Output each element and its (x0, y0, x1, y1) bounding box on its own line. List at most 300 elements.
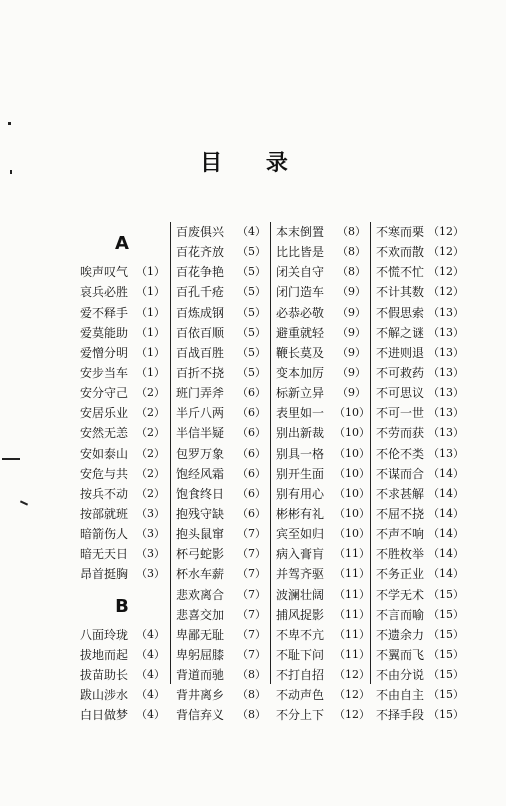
toc-entry (176, 544, 266, 564)
entry-title: 白日做梦 (80, 708, 129, 723)
entry-title: 不务正业 (376, 567, 425, 582)
entry-title: 不求甚解 (376, 486, 425, 501)
toc-entry (80, 383, 164, 403)
entry-title: 闭关自守 (276, 265, 325, 280)
column-divider-1 (170, 222, 171, 684)
toc-entry (176, 282, 266, 302)
entry-page-number: （2） (136, 486, 165, 500)
entry-title: 不解之谜 (376, 325, 425, 340)
entry-title: 半斤八两 (176, 406, 225, 421)
entry-page-number: （9） (337, 285, 366, 299)
entry-title: 百孔千疮 (176, 285, 225, 300)
toc-entry (276, 484, 370, 504)
entry-page-number: （12） (428, 285, 464, 299)
toc-entry (376, 685, 464, 705)
entry-title: 跋山涉水 (80, 688, 129, 703)
toc-entry (176, 705, 266, 725)
entry-page-number: （10） (334, 527, 370, 541)
toc-entry (80, 685, 164, 705)
entry-page-number: （13） (428, 386, 464, 400)
toc-entry (276, 605, 370, 625)
toc-entry (276, 544, 370, 564)
entry-title: 不分上下 (276, 708, 325, 723)
entry-page-number: （12） (428, 265, 464, 279)
entry-title: 不谋而合 (376, 466, 425, 481)
toc-entry (276, 383, 366, 403)
entry-title: 悲欢离合 (176, 587, 225, 602)
entry-title: 班门弄斧 (176, 386, 225, 401)
toc-entry (80, 423, 164, 443)
toc-entry (80, 464, 164, 484)
toc-entry (376, 705, 464, 725)
toc-entry (176, 484, 266, 504)
entry-title: 安然无恙 (80, 426, 129, 441)
toc-entry (80, 282, 164, 302)
column-divider-3 (370, 222, 371, 684)
entry-title: 不学无术 (376, 587, 425, 602)
toc-entry (276, 363, 366, 383)
entry-title: 不卑不亢 (276, 627, 325, 642)
entry-title: 哀兵必胜 (80, 285, 129, 300)
toc-entry (80, 504, 164, 524)
entry-page-number: （14） (428, 547, 464, 561)
entry-title: 半信半疑 (176, 426, 225, 441)
entry-page-number: （1） (136, 285, 165, 299)
entry-title: 不声不响 (376, 527, 425, 542)
entry-page-number: （2） (136, 406, 165, 420)
toc-entry (80, 262, 164, 282)
toc-entry (276, 504, 370, 524)
entry-title: 唉声叹气 (80, 265, 129, 280)
entry-title: 不动声色 (276, 688, 325, 703)
toc-column-1 (80, 222, 164, 726)
entry-title: 卑躬屈膝 (176, 647, 225, 662)
entry-page-number: （1） (136, 305, 165, 319)
toc-entry (376, 645, 464, 665)
toc-entry (376, 665, 464, 685)
entry-page-number: （6） (237, 466, 266, 480)
entry-page-number: （8） (237, 668, 266, 682)
entry-title: 病入膏肓 (276, 547, 325, 562)
toc-entry (376, 343, 464, 363)
entry-page-number: （6） (237, 506, 266, 520)
entry-page-number: （10） (334, 426, 370, 440)
entry-title: 拔苗助长 (80, 668, 129, 683)
toc-entry (176, 645, 266, 665)
toc-entry (376, 444, 464, 464)
entry-page-number: （13） (428, 446, 464, 460)
entry-title: 百依百顺 (176, 325, 225, 340)
page-title: 目 录 (200, 150, 306, 176)
entry-title: 安分守己 (80, 386, 129, 401)
entry-page-number: （12） (334, 668, 370, 682)
entry-page-number: （7） (237, 587, 266, 601)
entry-page-number: （11） (334, 627, 370, 641)
entry-title: 八面玲珑 (80, 627, 129, 642)
entry-title: 别具一格 (276, 446, 325, 461)
entry-title: 不胜枚举 (376, 547, 425, 562)
toc-entry (80, 363, 164, 383)
toc-entry (276, 343, 366, 363)
entry-page-number: （3） (136, 547, 165, 561)
entry-page-number: （2） (136, 446, 165, 460)
toc-entry (376, 363, 464, 383)
entry-page-number: （10） (334, 446, 370, 460)
entry-page-number: （11） (334, 647, 370, 661)
toc-entry (176, 625, 266, 645)
entry-title: 百炼成钢 (176, 305, 225, 320)
entry-title: 捕风捉影 (276, 607, 325, 622)
toc-entry (80, 645, 164, 665)
toc-entry (376, 585, 464, 605)
entry-page-number: （7） (237, 547, 266, 561)
toc-entry (276, 303, 366, 323)
toc-entry (80, 484, 164, 504)
entry-title: 不计其数 (376, 285, 425, 300)
entry-title: 标新立异 (276, 386, 325, 401)
entry-page-number: （13） (428, 345, 464, 359)
entry-title: 别开生面 (276, 466, 325, 481)
entry-page-number: （8） (337, 245, 366, 259)
entry-title: 鞭长莫及 (276, 345, 325, 360)
toc-entry (176, 665, 266, 685)
entry-page-number: （9） (337, 365, 366, 379)
entry-page-number: （10） (334, 466, 370, 480)
entry-title: 按部就班 (80, 506, 129, 521)
entry-title: 本末倒置 (276, 225, 325, 239)
toc-entry (176, 564, 266, 584)
toc-entry (376, 544, 464, 564)
entry-title: 背道而驰 (176, 668, 225, 683)
entry-page-number: （14） (428, 567, 464, 581)
entry-page-number: （15） (428, 688, 464, 702)
entry-title: 不劳而获 (376, 426, 425, 441)
toc-entry (80, 403, 164, 423)
entry-page-number: （13） (428, 325, 464, 339)
toc-entry (276, 262, 366, 282)
entry-page-number: （14） (428, 466, 464, 480)
entry-page-number: （15） (428, 607, 464, 621)
entry-title: 抱头鼠窜 (176, 527, 225, 542)
entry-title: 避重就轻 (276, 325, 325, 340)
entry-title: 暗箭伤人 (80, 527, 129, 542)
entry-title: 百花齐放 (176, 245, 225, 260)
entry-title: 不耻下问 (276, 647, 325, 662)
entry-page-number: （10） (334, 486, 370, 500)
entry-title: 不进则退 (376, 345, 425, 360)
entry-title: 按兵不动 (80, 486, 129, 501)
entry-page-number: （12） (334, 688, 370, 702)
entry-page-number: （11） (334, 587, 370, 601)
toc-entry (176, 685, 266, 705)
entry-title: 包罗万象 (176, 446, 225, 461)
entry-page-number: （10） (334, 406, 370, 420)
entry-page-number: （7） (237, 527, 266, 541)
toc-entry (176, 303, 266, 323)
toc-entry (376, 605, 464, 625)
entry-title: 爱不释手 (80, 305, 129, 320)
entry-page-number: （5） (237, 365, 266, 379)
toc-entry (176, 403, 266, 423)
entry-page-number: （1） (136, 366, 165, 379)
entry-title: 不寒而栗 (376, 225, 425, 239)
toc-entry (80, 524, 164, 544)
entry-page-number: （3） (136, 567, 165, 581)
entry-title: 不欢而散 (376, 245, 425, 260)
entry-page-number: （4） (136, 708, 165, 722)
toc-entry (176, 343, 266, 363)
toc-entry (176, 605, 266, 625)
entry-title: 不可救药 (376, 365, 425, 380)
toc-entry (276, 564, 370, 584)
entry-title: 不由自主 (376, 688, 425, 703)
entry-page-number: （11） (334, 567, 370, 581)
entry-page-number: （13） (428, 365, 464, 379)
entry-title: 百折不挠 (176, 365, 225, 380)
toc-entry (176, 464, 266, 484)
toc-entry (376, 262, 464, 282)
entry-page-number: （7） (237, 647, 266, 661)
entry-page-number: （9） (337, 386, 366, 400)
entry-title: 比比皆是 (276, 245, 325, 260)
toc-column-4 (376, 222, 464, 726)
toc-entry (276, 282, 366, 302)
toc-entry (376, 303, 464, 323)
entry-page-number: （1） (136, 345, 165, 359)
toc-entry (80, 705, 164, 725)
toc-entry (176, 585, 266, 605)
entry-page-number: （13） (428, 305, 464, 319)
toc-entry (176, 524, 266, 544)
toc-entry (176, 423, 266, 443)
scan-speck (2, 458, 20, 460)
entry-page-number: （3） (136, 527, 165, 541)
scan-speck (20, 500, 28, 505)
entry-page-number: （13） (428, 406, 464, 420)
toc-entry (376, 403, 464, 423)
entry-title: 安危与共 (80, 466, 129, 481)
entry-page-number: （8） (337, 265, 366, 279)
toc-entry (276, 403, 370, 423)
entry-page-number: （12） (334, 708, 370, 722)
toc-entry (376, 222, 464, 242)
entry-page-number: （15） (428, 668, 464, 682)
toc-entry (276, 444, 370, 464)
entry-page-number: （5） (237, 345, 266, 359)
entry-title: 杯水车薪 (176, 567, 225, 582)
entry-page-number: （14） (428, 506, 464, 520)
toc-entry (176, 323, 266, 343)
entry-title: 爱莫能助 (80, 325, 129, 340)
entry-title: 悲喜交加 (176, 607, 225, 622)
entry-title: 背井离乡 (176, 688, 225, 703)
entry-page-number: （11） (334, 607, 370, 621)
entry-page-number: （7） (237, 567, 266, 581)
entry-page-number: （4） (136, 627, 165, 641)
entry-page-number: （5） (237, 285, 266, 299)
entry-page-number: （1） (136, 325, 165, 339)
entry-page-number: （5） (237, 265, 266, 279)
entry-title: 百废俱兴 (176, 225, 225, 239)
toc-entry (376, 383, 464, 403)
entry-page-number: （12） (428, 245, 464, 259)
entry-title: 不可一世 (376, 406, 425, 421)
entry-title: 拔地而起 (80, 647, 129, 662)
toc-entry (176, 222, 266, 242)
entry-title: 安步当车 (80, 366, 129, 380)
entry-title: 饱经风霜 (176, 466, 225, 481)
entry-title: 昂首挺胸 (80, 567, 129, 582)
entry-page-number: （13） (428, 426, 464, 440)
entry-page-number: （2） (136, 386, 165, 400)
toc-column-3 (276, 222, 370, 726)
entry-title: 抱残守缺 (176, 506, 225, 521)
entry-page-number: （10） (334, 506, 370, 520)
entry-page-number: （15） (428, 647, 464, 661)
scan-speck (8, 122, 11, 125)
toc-entry (276, 585, 370, 605)
toc-entry (276, 665, 370, 685)
entry-page-number: （9） (337, 325, 366, 339)
entry-title: 变本加厉 (276, 365, 325, 380)
entry-title: 杯弓蛇影 (176, 547, 225, 562)
entry-title: 百花争艳 (176, 265, 225, 280)
entry-page-number: （11） (334, 547, 370, 561)
toc-entry (80, 323, 164, 343)
toc-entry (376, 625, 464, 645)
entry-title: 波澜壮阔 (276, 587, 325, 602)
entry-title: 不打自招 (276, 668, 325, 683)
toc-entry (276, 705, 370, 725)
toc-entry (80, 625, 164, 645)
entry-title: 背信弃义 (176, 708, 225, 723)
toc-entry (80, 564, 164, 584)
toc-entry (376, 484, 464, 504)
entry-title: 暗无天日 (80, 547, 129, 562)
entry-page-number: （4） (136, 647, 165, 661)
entry-page-number: （6） (237, 446, 266, 460)
entry-page-number: （7） (237, 607, 266, 621)
entry-page-number: （6） (237, 486, 266, 500)
toc-entry (376, 504, 464, 524)
entry-title: 不可思议 (376, 386, 425, 401)
entry-title: 必恭必敬 (276, 305, 325, 320)
toc-entry (276, 524, 370, 544)
toc-entry (176, 444, 266, 464)
entry-title: 不言而喻 (376, 607, 425, 622)
entry-title: 并驾齐驱 (276, 567, 325, 582)
toc-entry (376, 464, 464, 484)
entry-title: 爱憎分明 (80, 345, 129, 360)
entry-title: 不屈不挠 (376, 506, 425, 521)
entry-title: 不伦不类 (376, 446, 425, 461)
toc-entry (276, 645, 370, 665)
entry-page-number: （6） (237, 386, 266, 400)
toc-column-2 (176, 222, 266, 726)
toc-entry (176, 262, 266, 282)
toc-entry (80, 444, 164, 464)
toc-entry (276, 685, 370, 705)
toc-entry (80, 303, 164, 323)
entry-title: 百战百胜 (176, 345, 225, 360)
toc-entry (376, 423, 464, 443)
entry-page-number: （15） (428, 708, 464, 722)
entry-page-number: （5） (237, 305, 266, 319)
entry-page-number: （15） (428, 587, 464, 601)
toc-entry (276, 423, 370, 443)
entry-title: 不假思索 (376, 305, 425, 320)
toc-entry (80, 343, 164, 363)
entry-title: 表里如一 (276, 406, 325, 421)
entry-title: 别有用心 (276, 486, 325, 501)
entry-page-number: （5） (237, 245, 266, 259)
entry-page-number: （14） (428, 527, 464, 541)
entry-page-number: （9） (337, 345, 366, 359)
toc-entry (376, 524, 464, 544)
toc-entry (176, 504, 266, 524)
toc-entry (376, 242, 464, 262)
column-divider-2 (270, 222, 271, 684)
entry-page-number: （8） (237, 688, 266, 702)
entry-page-number: （1） (136, 265, 165, 279)
entry-page-number: （6） (237, 426, 266, 440)
toc-entry (80, 544, 164, 564)
toc-entry (80, 665, 164, 685)
entry-page-number: （15） (428, 627, 464, 641)
entry-title: 不由分说 (376, 668, 425, 683)
entry-page-number: （4） (237, 225, 266, 238)
entry-page-number: （5） (237, 325, 266, 339)
entry-page-number: （4） (136, 668, 165, 682)
entry-title: 彬彬有礼 (276, 506, 325, 521)
entry-title: 卑鄙无耻 (176, 627, 225, 642)
entry-page-number: （3） (136, 506, 165, 520)
toc-entry (176, 242, 266, 262)
toc-entry (276, 242, 366, 262)
entry-page-number: （14） (428, 486, 464, 500)
toc-entry (276, 625, 370, 645)
entry-page-number: （8） (337, 225, 366, 238)
toc-entry (376, 282, 464, 302)
entry-page-number: （12） (428, 225, 464, 238)
entry-page-number: （6） (237, 406, 266, 420)
entry-title: 宾至如归 (276, 527, 325, 542)
section-letter: B (115, 595, 129, 617)
entry-title: 不慌不忙 (376, 265, 425, 280)
entry-title: 不翼而飞 (376, 647, 425, 662)
entry-title: 不择手段 (376, 708, 425, 723)
toc-entry (176, 363, 266, 383)
toc-entry (276, 464, 370, 484)
entry-page-number: （2） (136, 426, 165, 440)
entry-page-number: （8） (237, 708, 266, 722)
entry-title: 别出新裁 (276, 426, 325, 441)
entry-page-number: （7） (237, 627, 266, 641)
entry-page-number: （2） (136, 466, 165, 480)
entry-title: 饱食终日 (176, 486, 225, 501)
toc-entry (376, 564, 464, 584)
entry-title: 安居乐业 (80, 406, 129, 421)
section-letter: A (115, 233, 129, 254)
scan-speck (10, 170, 12, 174)
entry-title: 不遗余力 (376, 627, 425, 642)
toc-entry (276, 222, 366, 242)
toc-entry (276, 323, 366, 343)
toc-entry (376, 323, 464, 343)
entry-page-number: （4） (136, 688, 165, 702)
entry-title: 闭门造车 (276, 285, 325, 300)
entry-title: 安如泰山 (80, 446, 129, 461)
